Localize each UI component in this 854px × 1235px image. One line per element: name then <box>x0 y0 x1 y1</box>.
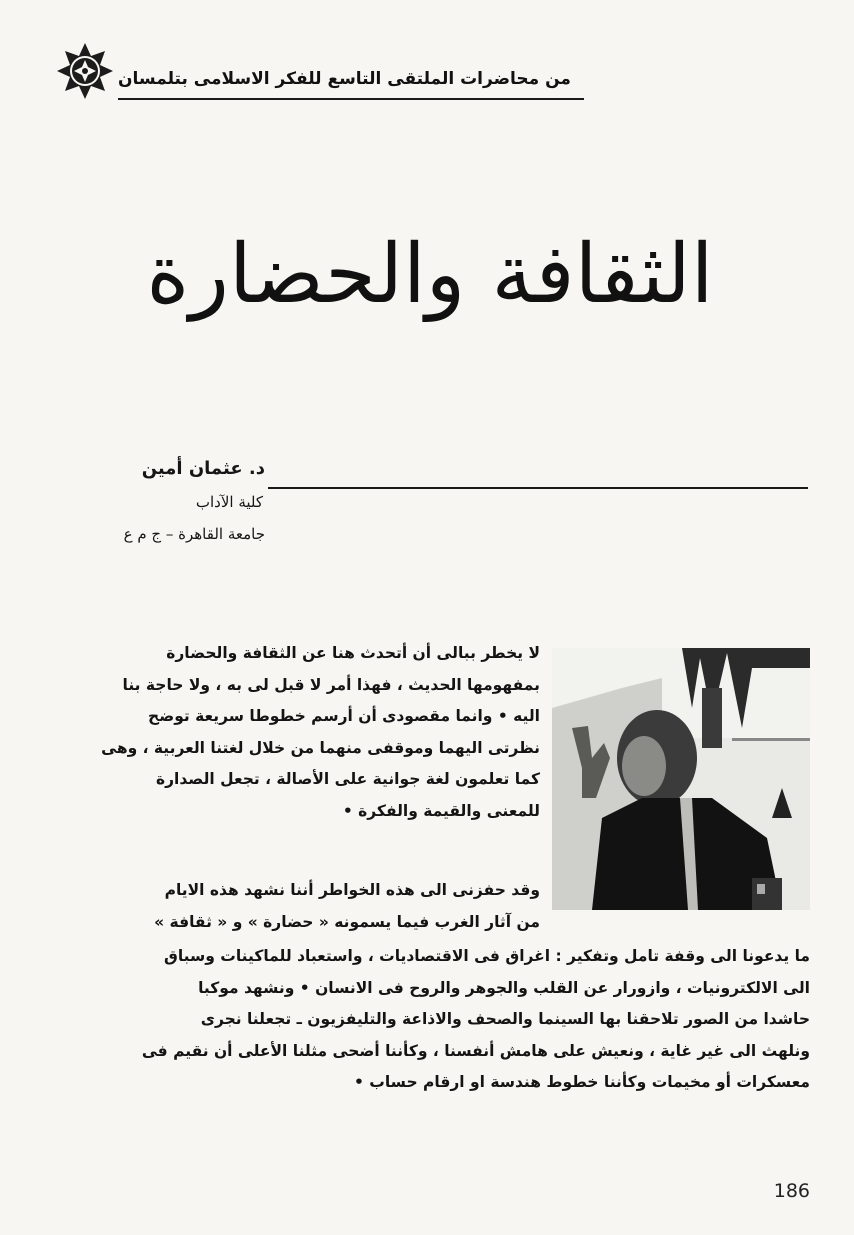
author-name: د. عثمان أمين <box>141 458 265 479</box>
author-rule <box>268 487 808 489</box>
islamic-star-ornament-icon <box>56 42 114 100</box>
author-affiliation-faculty: كلية الآداب <box>195 493 263 511</box>
author-block <box>40 452 265 550</box>
paragraph-1 <box>40 638 540 827</box>
paragraph-line: من آثار الغرب فيما يسمونه « حضارة » و « ثقافة » <box>154 912 540 931</box>
paragraph-line: ما يدعونا الى وقفة تامل وتفكير : اغراق فى الاقتصاديات ، واستعباد للماكينات وسباق <box>163 947 810 965</box>
paragraph-line: نظرتى اليهما وموقفى منهما من خلال لغتنا العربية ، وهى <box>101 738 540 757</box>
paragraph-line: للمعنى والقيمة والفكرة • <box>342 801 540 820</box>
paragraph-line: معسكرات أو مخيمات وكأننا خطوط هندسة او ارقام حساب • <box>353 1073 810 1091</box>
header-rule <box>118 98 584 100</box>
paragraph-line: لا يخطر ببالى أن أتحدث هنا عن الثقافة والحضارة <box>166 644 540 662</box>
paragraph-line: ونلهث الى غير غاية ، ونعيش على هامش أنفسنا ، وكأننا أضحى مثلنا الأعلى أن نقيم فى <box>141 1041 810 1060</box>
paragraph-line: وقد حفزنى الى هذه الخواطر أننا نشهد هذه الايام <box>164 881 540 899</box>
paragraph-line: بمفهومها الحديث ، فهذا أمر لا قبل لى به ، ولا حاجة بنا <box>122 675 540 694</box>
header-text: من محاضرات الملتقى التاسع للفكر الاسلامى بتلمسان <box>118 69 571 89</box>
paragraph-2-narrow <box>40 875 540 938</box>
page-number: 186 <box>773 1180 810 1202</box>
paragraph-line: اليه • وانما مقصودى أن أرسم خطوطا سريعة توضح <box>148 707 540 725</box>
running-header <box>118 58 584 100</box>
paragraph-line: حاشدا من الصور تلاحقنا بها السينما والصحف والاذاعة والتليفزيون ـ تجعلنا نجرى <box>200 1010 810 1028</box>
author-affiliation-university: جامعة القاهرة – ج م ع <box>123 525 265 543</box>
paragraph-line: كما تعلمون لغة جوانية على الأصالة ، تجعل الصدارة <box>155 770 540 788</box>
paragraph-2-wide <box>40 941 810 1099</box>
article-title: الثقافة والحضارة <box>146 227 714 322</box>
speaker-photo-icon <box>552 648 810 910</box>
paragraph-line: الى الالكترونيات ، وازورار عن القلب والجوهر والروح فى الانسان • ونشهد موكبا <box>198 978 810 997</box>
